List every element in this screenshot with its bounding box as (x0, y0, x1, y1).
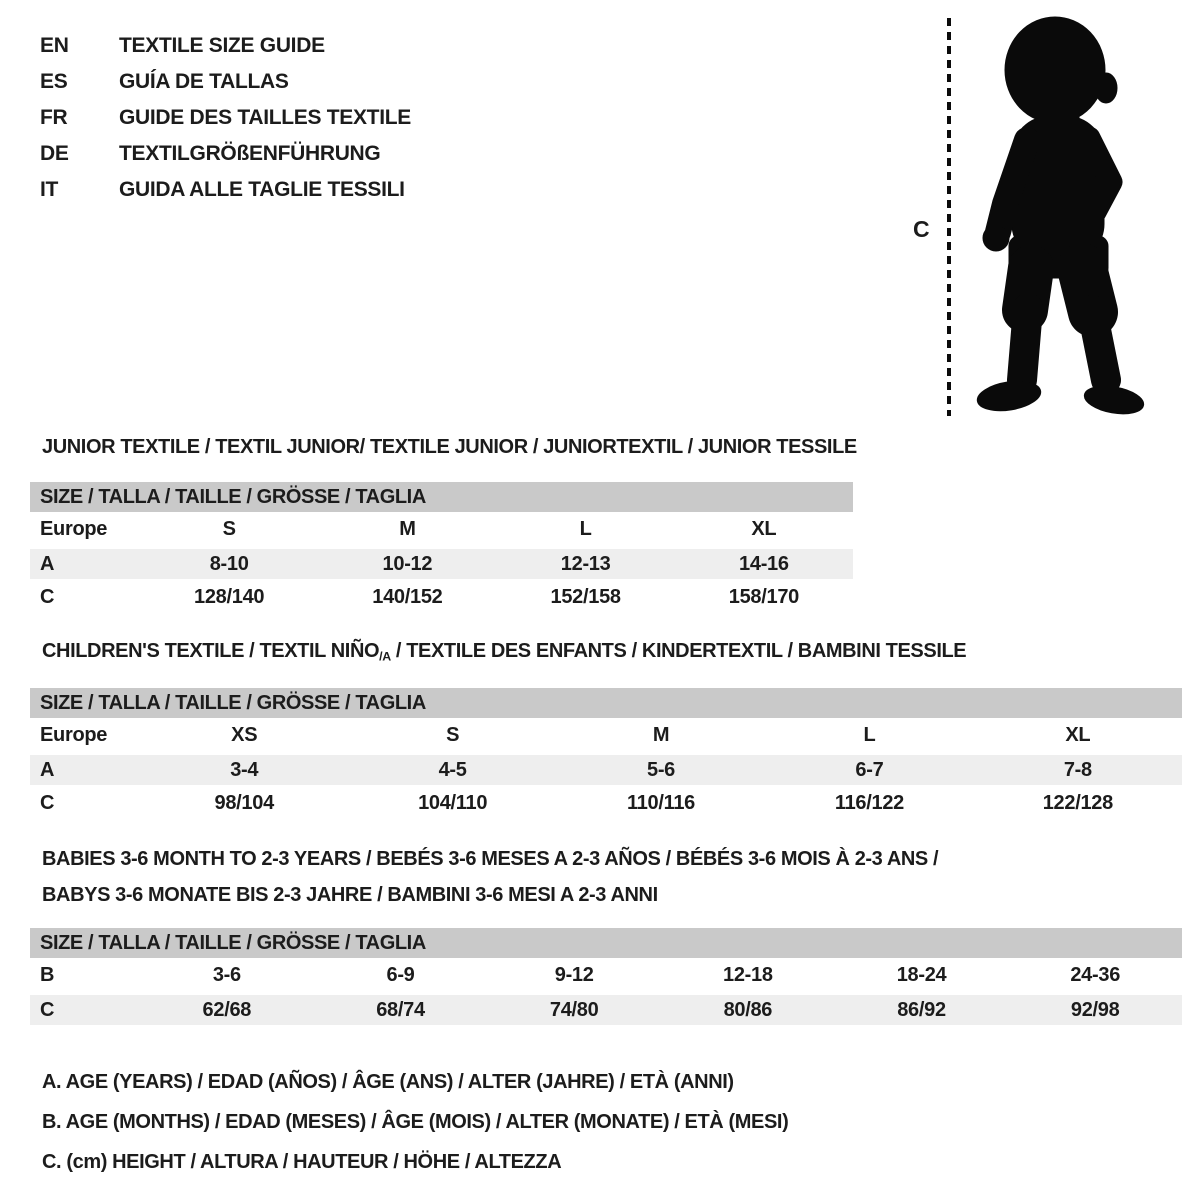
column-header: XS (231, 724, 258, 746)
heading-text: / TEXTILE DES ENFANTS / KINDERTEXTIL / BAMBINI TESSILE (390, 640, 967, 662)
language-list (40, 28, 411, 208)
language-row-it (40, 172, 411, 208)
language-code: ES (40, 70, 68, 93)
language-row-fr (40, 100, 411, 136)
junior-section-heading: JUNIOR TEXTILE / TEXTIL JUNIOR/ TEXTILE JUNIOR / JUNIORTEXTIL / JUNIOR TESSILE (42, 436, 857, 458)
cell: 74/80 (549, 998, 599, 1021)
cell: 9-12 (554, 964, 594, 986)
cell: 92/98 (1070, 998, 1120, 1021)
row-label: A (40, 552, 55, 575)
language-code: EN (40, 34, 69, 57)
cell: 6-9 (386, 964, 415, 986)
cell: 128/140 (194, 586, 265, 608)
toddler-silhouette-image (965, 12, 1145, 420)
column-header-row (30, 718, 1182, 753)
cell: 68/74 (376, 998, 425, 1021)
cell: 8-10 (209, 552, 249, 575)
row-label: C (40, 792, 55, 814)
cell: 4-5 (438, 758, 467, 781)
cell: 110/116 (627, 792, 696, 814)
language-title: GUIDA ALLE TAGLIE TESSILI (119, 178, 405, 201)
cell: 140/152 (372, 586, 443, 608)
language-title: GUIDE DES TAILLES TEXTILE (119, 106, 411, 129)
row-label: B (40, 964, 55, 986)
row-label: C (40, 586, 55, 608)
cell: 104/110 (418, 792, 488, 814)
children-size-table (30, 688, 1182, 820)
column-header: M (399, 518, 416, 540)
cell: 24-36 (1070, 964, 1121, 986)
column-header: XL (751, 518, 777, 540)
cell: 86/92 (897, 998, 946, 1021)
size-header-bar (30, 482, 853, 512)
junior-size-table (30, 482, 853, 614)
cell: 122/128 (1042, 792, 1113, 814)
heading-text: CHILDREN'S TEXTILE / TEXTIL NIÑO (42, 640, 380, 662)
row-label: A (40, 758, 55, 781)
column-header: L (863, 724, 876, 746)
language-title: TEXTILGRÖßENFÜHRUNG (119, 142, 381, 165)
language-title: TEXTILE SIZE GUIDE (119, 34, 325, 57)
cell: 98/104 (214, 792, 274, 814)
region-label: Europe (40, 724, 108, 746)
cell: 158/170 (728, 586, 799, 608)
children-section-heading (42, 640, 966, 663)
size-header-text: SIZE / TALLA / TAILLE / GRÖSSE / TAGLIA (40, 485, 426, 508)
cell: 7-8 (1063, 758, 1092, 781)
cell: 3-4 (230, 758, 259, 781)
size-header-bar (30, 928, 1182, 958)
column-header: XL (1065, 724, 1091, 746)
cell: 18-24 (896, 964, 947, 986)
babies-section-heading-line1: BABIES 3-6 MONTH TO 2-3 YEARS / BEBÉS 3-6 MESES A 2-3 AÑOS / BÉBÉS 3-6 MOIS À 2-3 ANS / (42, 848, 939, 870)
cell: 12-13 (560, 552, 611, 575)
language-row-de (40, 136, 411, 172)
cell: 10-12 (382, 552, 433, 575)
height-dashed-line (947, 18, 951, 416)
language-code: FR (40, 106, 68, 129)
size-header-text: SIZE / TALLA / TAILLE / GRÖSSE / TAGLIA (40, 691, 426, 714)
table-row-height (30, 995, 1182, 1025)
cell: 14-16 (739, 552, 789, 575)
heading-subscript: /A (379, 649, 391, 664)
babies-section-heading-line2: BABYS 3-6 MONATE BIS 2-3 JAHRE / BAMBINI 3-6 MESI A 2-3 ANNI (42, 884, 658, 906)
size-header-text: SIZE / TALLA / TAILLE / GRÖSSE / TAGLIA (40, 931, 426, 954)
table-row-months (30, 958, 1182, 993)
row-label: C (40, 998, 55, 1021)
column-header: L (579, 518, 592, 540)
table-row-age (30, 549, 853, 579)
babies-size-table (30, 928, 1182, 1027)
column-header-row (30, 512, 853, 547)
cell: 62/68 (202, 998, 252, 1021)
table-row-height (30, 787, 1182, 820)
language-code: DE (40, 142, 69, 165)
column-header: M (652, 724, 670, 746)
cell: 3-6 (212, 964, 241, 986)
cell: 12-18 (723, 964, 773, 986)
column-header: S (222, 518, 236, 540)
height-measure-label: C (913, 216, 930, 242)
table-row-height (30, 581, 853, 614)
cell: 5-6 (647, 758, 676, 781)
footnote-age-months: B. AGE (MONTHS) / EDAD (MESES) / ÂGE (MOIS) / ALTER (MONATE) / ETÀ (MESI) (42, 1111, 789, 1133)
language-code: IT (40, 178, 59, 201)
language-title: GUÍA DE TALLAS (119, 70, 289, 93)
size-header-bar (30, 688, 1182, 718)
region-label: Europe (40, 518, 108, 540)
footnote-age-years: A. AGE (YEARS) / EDAD (AÑOS) / ÂGE (ANS) / ALTER (JAHRE) / ETÀ (ANNI) (42, 1071, 734, 1093)
cell: 80/86 (723, 998, 773, 1021)
language-row-es (40, 64, 411, 100)
cell: 116/122 (834, 792, 904, 814)
language-row-en (40, 28, 411, 64)
cell: 152/158 (550, 586, 621, 608)
column-header: S (446, 724, 460, 746)
cell: 6-7 (855, 758, 884, 781)
footnote-height-cm: C. (cm) HEIGHT / ALTURA / HAUTEUR / HÖHE / ALTEZZA (42, 1151, 562, 1173)
table-row-age (30, 755, 1182, 785)
